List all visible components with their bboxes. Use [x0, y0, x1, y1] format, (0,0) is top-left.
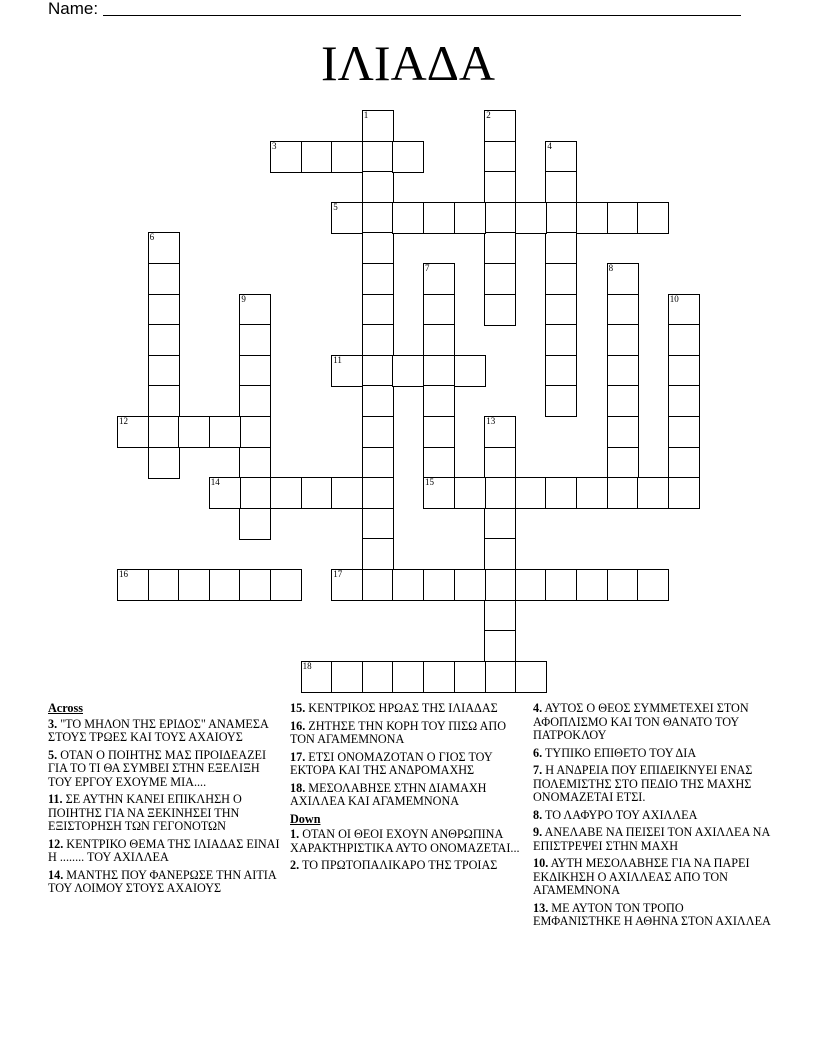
grid-cell[interactable]	[454, 569, 486, 601]
grid-cell[interactable]	[545, 569, 577, 601]
grid-cell[interactable]	[239, 477, 271, 509]
clue-text: ΣΕ ΑΥΤΗΝ ΚΑΝΕΙ ΕΠΙΚΛΗΣΗ Ο ΠΟΙΗΤΗΣ ΓΙΑ ΝΑ ΞΕΚΙΝΗΣΕΙ ΤΗΝ ΕΞΙΣΤΟΡΗΣΗ ΤΩΝ ΓΕΓΟΝΟΤΩΝ	[48, 792, 242, 833]
grid-cell[interactable]	[423, 447, 455, 479]
clue-text: ΟΤΑΝ Ο ΠΟΙΗΤΗΣ ΜΑΣ ΠΡΟΙΔΕΑΖΕΙ ΓΙΑ ΤΟ ΤΙ ΘΑ ΣΥΜΒΕΙ ΣΤΗΝ ΕΞΕΛΙΞΗ ΤΟΥ ΕΡΓΟΥ ΕΧΟΥΜΕ ΜΙΑ....	[48, 747, 267, 789]
clue-number: 15.	[290, 701, 306, 715]
grid-cell[interactable]	[607, 447, 639, 479]
grid-cell[interactable]	[362, 385, 394, 417]
grid-cell[interactable]	[484, 110, 516, 142]
grid-cell[interactable]	[484, 538, 516, 570]
clues-column-1	[48, 702, 284, 900]
name-input-line[interactable]	[103, 15, 741, 16]
grid-cell[interactable]	[148, 385, 180, 417]
grid-cell[interactable]	[117, 416, 149, 448]
grid-cell[interactable]	[484, 416, 516, 448]
grid-cell[interactable]	[484, 232, 516, 264]
clue-number: 5.	[48, 747, 58, 762]
grid-cell[interactable]	[668, 477, 700, 509]
grid-cell[interactable]	[239, 294, 271, 326]
clue-text: ΖΗΤΗΣΕ ΤΗΝ ΚΟΡΗ ΤΟΥ ΠΙΣΩ ΑΠΟ ΤΟΝ ΑΓΑΜΕΜΝΟΝΑ	[290, 718, 507, 746]
grid-cell[interactable]	[239, 416, 271, 448]
cell-number: 2	[486, 110, 491, 120]
grid-cell[interactable]	[362, 477, 394, 509]
clue-text: ΤΥΠΙΚΟ ΕΠΙΘΕΤΟ ΤΟΥ ΔΙΑ	[542, 745, 697, 760]
clue-number: 14.	[48, 867, 64, 882]
grid-cell[interactable]	[545, 385, 577, 417]
clue-number: 18.	[290, 780, 306, 795]
clue-item	[48, 793, 284, 834]
grid-cell[interactable]	[607, 355, 639, 387]
clue-item	[533, 702, 771, 743]
grid-cell[interactable]	[637, 477, 669, 509]
clue-text: ΚΕΝΤΡΙΚΟ ΘΕΜΑ ΤΗΣ ΙΛΙΑΔΑΣ ΕΙΝΑΙ Η ........ ΤΟΥ ΑΧΙΛΛΕΑ	[48, 836, 280, 864]
down-heading: Down	[290, 811, 321, 826]
across-heading: Across	[48, 701, 83, 715]
grid-cell[interactable]	[331, 477, 363, 509]
clue-text: ΤΟ ΠΡΩΤΟΠΑΛΙΚΑΡΟ ΤΗΣ ΤΡΟΙΑΣ	[299, 858, 498, 872]
grid-cell[interactable]	[607, 324, 639, 356]
grid-cell[interactable]	[484, 569, 516, 601]
grid-cell[interactable]	[484, 630, 516, 662]
grid-cell[interactable]	[423, 324, 455, 356]
grid-cell[interactable]	[301, 477, 333, 509]
grid-cell[interactable]	[117, 569, 149, 601]
grid-cell[interactable]	[178, 416, 210, 448]
clue-item	[533, 809, 771, 823]
clue-text: ΜΑΝΤΗΣ ΠΟΥ ΦΑΝΕΡΩΣΕ ΤΗΝ ΑΙΤΙΑ ΤΟΥ ΛΟΙΜΟΥ ΣΤΟΥΣ ΑΧΑΙΟΥΣ	[48, 867, 276, 895]
grid-cell[interactable]	[239, 508, 271, 540]
grid-cell[interactable]	[270, 569, 302, 601]
clue-item	[290, 702, 526, 716]
grid-cell[interactable]	[484, 141, 516, 173]
grid-cell[interactable]	[148, 447, 180, 479]
grid-cell[interactable]	[454, 355, 486, 387]
grid-cell[interactable]	[454, 202, 486, 234]
cell-number: 5	[333, 201, 338, 212]
grid-cell[interactable]	[178, 569, 210, 601]
grid-cell[interactable]	[454, 661, 486, 693]
grid-cell[interactable]	[545, 477, 577, 509]
grid-cell[interactable]	[392, 202, 424, 234]
grid-cell[interactable]	[484, 477, 516, 509]
clue-item	[290, 828, 526, 855]
grid-cell[interactable]	[484, 202, 516, 234]
grid-cell[interactable]	[607, 202, 639, 234]
clue-item	[48, 869, 284, 896]
grid-cell[interactable]	[392, 355, 424, 387]
grid-cell[interactable]	[423, 202, 455, 234]
grid-cell[interactable]	[423, 477, 455, 509]
grid-cell[interactable]	[423, 294, 455, 326]
clue-text: ΚΕΝΤΡΙΚΟΣ ΗΡΩΑΣ ΤΗΣ ΙΛΙΑΔΑΣ	[305, 701, 498, 715]
grid-cell[interactable]	[545, 324, 577, 356]
grid-cell[interactable]	[545, 171, 577, 203]
grid-cell[interactable]	[331, 661, 363, 693]
grid-cell[interactable]	[148, 294, 180, 326]
clue-text: ΑΥΤΗ ΜΕΣΟΛΑΒΗΣΕ ΓΙΑ ΝΑ ΠΑΡΕΙ ΕΚΔΙΚΗΣΗ Ο ΑΧΙΛΛΕΑΣ ΑΠΟ ΤΟΝ ΑΓΑΜΕΜΝΟΝΑ	[533, 856, 750, 897]
grid-cell[interactable]	[362, 171, 394, 203]
clue-number: 10.	[533, 856, 549, 870]
grid-cell[interactable]	[484, 263, 516, 295]
grid-cell[interactable]	[484, 171, 516, 203]
grid-cell[interactable]	[484, 447, 516, 479]
clue-item	[290, 782, 526, 809]
grid-cell[interactable]	[607, 263, 639, 295]
clue-item	[533, 857, 771, 898]
grid-cell[interactable]	[362, 508, 394, 540]
clue-item	[533, 902, 771, 929]
cell-number: 11	[333, 354, 342, 365]
cell-number: 4	[547, 140, 552, 151]
grid-cell[interactable]	[515, 202, 547, 234]
grid-cell[interactable]	[607, 416, 639, 448]
clue-number: 11.	[48, 792, 63, 806]
cell-number: 8	[608, 263, 614, 273]
grid-cell[interactable]	[668, 416, 700, 448]
grid-cell[interactable]	[423, 416, 455, 448]
grid-cell[interactable]	[239, 569, 271, 601]
grid-cell[interactable]	[576, 202, 608, 234]
clue-text: ΑΝΕΛΑΒΕ ΝΑ ΠΕΙΣΕΙ ΤΟΝ ΑΧΙΛΛΕΑ ΝΑ ΕΠΙΣΤΡΕΨΕΙ ΣΤΗΝ ΜΑΧΗ	[533, 825, 770, 853]
clue-text: Η ΑΝΔΡΕΙΑ ΠΟΥ ΕΠΙΔΕΙΚΝΥΕΙ ΕΝΑΣ ΠΟΛΕΜΙΣΤΗΣ ΣΤΟ ΠΕΔΙΟ ΤΗΣ ΜΑΧΗΣ ΟΝΟΜΑΖΕΤΑΙ ΕΤΣΙ.	[533, 763, 753, 804]
clue-number: 17.	[290, 749, 306, 764]
clue-number: 16.	[290, 718, 306, 733]
clue-number: 2.	[290, 858, 300, 872]
grid-cell[interactable]	[148, 355, 180, 387]
grid-cell[interactable]	[545, 355, 577, 387]
grid-cell[interactable]	[362, 263, 394, 295]
cell-number: 10	[669, 293, 679, 304]
grid-cell[interactable]	[239, 447, 271, 479]
clue-text: ΑΥΤΟΣ Ο ΘΕΟΣ ΣΥΜΜΕΤΕΧΕΙ ΣΤΟΝ ΑΦΟΠΛΙΣΜΟ ΚΑΙ ΤΟΝ ΘΑΝΑΤΟ ΤΟΥ ΠΑΤΡΟΚΛΟΥ	[533, 701, 749, 742]
grid-cell[interactable]	[148, 569, 180, 601]
grid-cell[interactable]	[607, 569, 639, 601]
cell-number: 3	[272, 140, 277, 151]
grid-cell[interactable]	[423, 661, 455, 693]
grid-cell[interactable]	[484, 600, 516, 632]
clue-number: 3.	[48, 716, 58, 731]
grid-cell[interactable]	[515, 477, 547, 509]
grid-cell[interactable]	[362, 202, 394, 234]
grid-cell[interactable]	[362, 355, 394, 387]
clue-item	[290, 751, 526, 778]
grid-cell[interactable]	[362, 416, 394, 448]
grid-cell[interactable]	[362, 538, 394, 570]
clue-item	[48, 718, 284, 745]
grid-cell[interactable]	[362, 294, 394, 326]
grid-cell[interactable]	[239, 324, 271, 356]
grid-cell[interactable]	[545, 294, 577, 326]
grid-cell[interactable]	[148, 324, 180, 356]
grid-cell[interactable]	[362, 661, 394, 693]
grid-cell[interactable]	[148, 416, 180, 448]
grid-cell[interactable]	[362, 141, 394, 173]
clue-number: 6.	[533, 745, 543, 760]
clue-item	[48, 749, 284, 790]
clue-text: ΤΟ ΛΑΦΥΡΟ ΤΟΥ ΑΧΙΛΛΕΑ	[542, 807, 698, 822]
grid-cell[interactable]	[239, 355, 271, 387]
clue-text: ΜΕΣΟΛΑΒΗΣΕ ΣΤΗΝ ΔΙΑΜΑΧΗ ΑΧΙΛΛΕΑ ΚΑΙ ΑΓΑΜΕΜΝΟΝΑ	[290, 780, 487, 808]
grid-cell[interactable]	[515, 569, 547, 601]
cell-number: 18	[302, 660, 312, 671]
cell-number: 7	[425, 263, 430, 273]
grid-cell[interactable]	[392, 141, 424, 173]
grid-cell[interactable]	[392, 569, 424, 601]
grid-cell[interactable]	[362, 447, 394, 479]
clue-item	[533, 826, 771, 853]
clue-item	[533, 764, 771, 805]
grid-cell[interactable]	[148, 232, 180, 264]
grid-cell[interactable]	[423, 569, 455, 601]
grid-cell[interactable]	[148, 263, 180, 295]
grid-cell[interactable]	[484, 294, 516, 326]
grid-cell[interactable]	[392, 661, 424, 693]
cell-number: 1	[363, 110, 369, 120]
clue-item	[290, 720, 526, 747]
grid-cell[interactable]	[362, 232, 394, 264]
clue-item	[290, 859, 526, 873]
grid-cell[interactable]	[607, 294, 639, 326]
grid-cell[interactable]	[209, 569, 241, 601]
clues-column-2	[290, 702, 526, 877]
grid-cell[interactable]	[637, 569, 669, 601]
grid-cell[interactable]	[423, 355, 455, 387]
clue-number: 12.	[48, 836, 64, 851]
grid-cell[interactable]	[484, 508, 516, 540]
clue-number: 7.	[533, 763, 543, 777]
clue-number: 9.	[533, 825, 543, 839]
grid-cell[interactable]	[668, 385, 700, 417]
grid-cell[interactable]	[270, 141, 302, 173]
cell-number: 12	[119, 416, 128, 426]
grid-cell[interactable]	[423, 385, 455, 417]
clue-text: "ΤΟ ΜΗΛΟΝ ΤΗΣ ΕΡΙΔΟΣ" ΑΝΑΜΕΣΑ ΣΤΟΥΣ ΤΡΩΕΣ ΚΑΙ ΤΟΥΣ ΑΧΑΙΟΥΣ	[48, 716, 269, 744]
grid-cell[interactable]	[331, 202, 363, 234]
grid-cell[interactable]	[301, 141, 333, 173]
grid-cell[interactable]	[331, 355, 363, 387]
grid-cell[interactable]	[668, 355, 700, 387]
grid-cell[interactable]	[209, 416, 241, 448]
grid-cell[interactable]	[545, 232, 577, 264]
grid-cell[interactable]	[576, 569, 608, 601]
grid-cell[interactable]	[331, 569, 363, 601]
clue-text: ΕΤΣΙ ΟΝΟΜΑΖΟΤΑΝ Ο ΓΙΟΣ ΤΟΥ ΕΚΤΟΡΑ ΚΑΙ ΤΗΣ ΑΝΔΡΟΜΑΧΗΣ	[290, 749, 493, 777]
grid-cell[interactable]	[668, 294, 700, 326]
clue-number: 4.	[533, 701, 543, 715]
grid-cell[interactable]	[668, 447, 700, 479]
grid-cell[interactable]	[484, 661, 516, 693]
cell-number: 13	[486, 416, 496, 426]
grid-cell[interactable]	[515, 661, 547, 693]
clue-number: 13.	[533, 900, 549, 915]
grid-cell[interactable]	[454, 477, 486, 509]
grid-cell[interactable]	[576, 477, 608, 509]
clue-number: 8.	[533, 807, 543, 822]
clue-item	[48, 838, 284, 865]
grid-cell[interactable]	[239, 385, 271, 417]
grid-cell[interactable]	[362, 324, 394, 356]
cell-number: 17	[333, 569, 343, 579]
grid-cell[interactable]	[545, 263, 577, 295]
grid-cell[interactable]	[209, 477, 241, 509]
cell-number: 14	[210, 477, 220, 488]
grid-cell[interactable]	[545, 141, 577, 173]
name-label: Name:	[48, 0, 99, 18]
cell-number: 16	[119, 569, 128, 579]
grid-cell[interactable]	[362, 110, 394, 142]
clue-text: ΟΤΑΝ ΟΙ ΘΕΟΙ ΕΧΟΥΝ ΑΝΘΡΩΠΙΝΑ ΧΑΡΑΚΤΗΡΙΣΤΙΚΑ ΑΥΤΟ ΟΝΟΜΑΖΕΤΑΙ...	[290, 827, 520, 855]
grid-cell[interactable]	[607, 477, 639, 509]
clues-column-3	[533, 702, 771, 933]
grid-cell[interactable]	[668, 324, 700, 356]
grid-cell[interactable]	[331, 141, 363, 173]
clue-text: ΜΕ ΑΥΤΟΝ ΤΟΝ ΤΡΟΠΟ ΕΜΦΑΝΙΣΤΗΚΕ Η ΑΘΗΝΑ ΣΤΟΝ ΑΧΙΛΛΕΑ	[533, 900, 771, 928]
cell-number: 15	[425, 477, 434, 488]
grid-cell[interactable]	[607, 385, 639, 417]
cell-number: 9	[241, 293, 246, 304]
grid-cell[interactable]	[637, 202, 669, 234]
grid-cell[interactable]	[545, 202, 577, 234]
puzzle-title: ΙΛΙΑΔΑ	[321, 35, 495, 91]
grid-cell[interactable]	[423, 263, 455, 295]
cell-number: 6	[149, 232, 155, 243]
grid-cell[interactable]	[362, 569, 394, 601]
clue-number: 1.	[290, 827, 300, 841]
grid-cell[interactable]	[270, 477, 302, 509]
clue-item	[533, 747, 771, 761]
grid-cell[interactable]	[301, 661, 333, 693]
